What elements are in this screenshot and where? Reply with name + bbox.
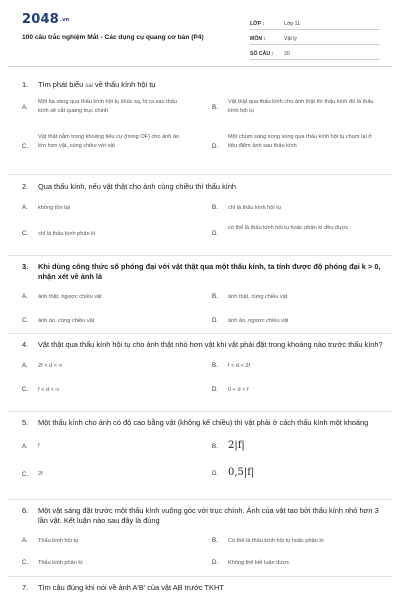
option-text: Vật thật nằm trong khoảng tiêu cự (trong OF) cho ảnh ảo lớn hơn vật, cùng chiều với vật (38, 133, 180, 149)
stem-text: về thấu kính hội tụ (95, 80, 156, 89)
option-text: Có thể là thấu kính hội tụ hoặc phân kì (228, 538, 324, 544)
question-divider (8, 411, 392, 412)
option-letter: A. (22, 537, 28, 544)
question-divider (8, 174, 392, 175)
header-divider (8, 66, 392, 67)
question-stem (22, 340, 386, 350)
stem-text: Qua thấu kính, nếu vật thật cho ảnh cùng chiều thì thấu kính (38, 182, 237, 191)
meta-value: Vật lý (284, 36, 297, 42)
option-letter: A. (22, 103, 28, 111)
option-letter: A. (22, 442, 28, 450)
options-grid (22, 287, 386, 327)
option-letter: B. (212, 442, 218, 450)
option-text: ảnh thật, cùng chiều vật (228, 294, 288, 300)
option-text: 0 < d < f (228, 386, 249, 393)
option-text: Một chùm sáng song song qua thấu kính hội tụ chụm lại ở tiêu điểm ảnh sau thấu kính (228, 133, 372, 149)
options-grid (22, 531, 386, 571)
question-number: 6. (22, 506, 29, 515)
option-letter: A. (22, 293, 28, 300)
option-letter: B. (212, 203, 218, 211)
option-letter: C. (22, 385, 29, 393)
option-text: chỉ là thấu kính hội tụ (228, 204, 281, 211)
option-letter: D. (212, 142, 219, 150)
question-divider (8, 576, 392, 577)
option-text: có thể là thấu kính hội tụ hoặc phân kì đều được (228, 224, 349, 231)
stem-text: Một vật sáng đặt trước một thấu kính vuông góc với trục chính. Ảnh của vật tạo bởi thấu kính nhỏ hơn 3 lần vật. Kết luận nào sau đây là đúng (38, 506, 379, 525)
meta-row-subject (250, 30, 380, 45)
stem-emphasis: sai (85, 83, 93, 89)
question-4 (22, 340, 386, 396)
option-text: không tồn tại (38, 204, 71, 211)
logo-main: 2048 (22, 12, 59, 27)
question-stem (22, 182, 386, 192)
option-letter: A. (22, 203, 28, 211)
option-text: Thấu kính hội tụ (38, 538, 79, 544)
meta-table (250, 15, 380, 60)
options-grid (22, 98, 386, 166)
question-7 (22, 583, 386, 593)
option-letter: D. (212, 229, 219, 237)
question-stem (22, 506, 386, 525)
option-letter: A. (22, 361, 28, 369)
logo-sub: .vn (59, 16, 70, 23)
question-number: 5. (22, 418, 29, 427)
site-logo[interactable] (22, 12, 69, 27)
option-letter: C. (22, 559, 29, 566)
meta-value: 20 (284, 51, 290, 57)
option-letter: B. (212, 293, 218, 300)
option-text: Vật thật qua thấu kính cho ảnh thật thì thấu kính đó là thấu kính hội tụ (228, 98, 374, 114)
stem-text: Khi dùng công thức số phóng đại với vật thật qua một thấu kính, ta tính được độ phóng đại k > 0, nhận xét về ảnh là (38, 262, 381, 281)
question-number: 2. (22, 182, 29, 191)
option-letter: D. (212, 385, 219, 393)
page-header (0, 0, 400, 66)
options-grid (22, 356, 386, 396)
question-2 (22, 182, 386, 248)
meta-label: LỚP : (250, 21, 265, 27)
option-text: Một tia sáng qua thấu kính hội tụ khúc xạ, ló ra sau thấu kính sẽ cắt quang trục chính (38, 98, 177, 114)
question-3 (22, 262, 386, 327)
option-letter: C. (22, 142, 29, 150)
option-letter: D. (212, 317, 219, 324)
option-text: 2f < d < ∞ (38, 362, 63, 369)
option-text: 2|f| (228, 439, 245, 451)
meta-row-class (250, 15, 380, 30)
question-divider (8, 255, 392, 256)
question-5 (22, 418, 386, 482)
option-text: 2f (38, 470, 43, 477)
option-text: ảnh ảo, ngược chiều vật (228, 318, 289, 324)
option-text: f < d < 2f (228, 362, 251, 369)
option-letter: C. (22, 317, 29, 324)
option-letter: C. (22, 470, 29, 478)
stem-text: Tìm câu đúng khi nói về ảnh A'B' của vật AB trước TKHT (38, 583, 224, 592)
option-letter: C. (22, 229, 29, 237)
option-text: f < d < ∞ (38, 386, 60, 393)
option-letter: D. (212, 469, 219, 477)
option-letter: B. (212, 537, 218, 544)
question-number: 7. (22, 583, 29, 592)
option-text: f (38, 442, 40, 449)
question-1 (22, 80, 386, 166)
option-text: ảnh thật, ngược chiều vật (38, 294, 102, 300)
question-stem (22, 262, 386, 281)
stem-text: Vật thật qua thấu kính hội tụ cho ảnh thật nhỏ hơn vật khi vật phải đặt trong khoảng nào trước thấu kính? (38, 340, 383, 349)
option-text: Thấu kính phân kì (38, 560, 83, 566)
question-divider (8, 333, 392, 334)
option-text: ảnh ảo, cùng chiều vật (38, 318, 95, 324)
question-stem (22, 80, 386, 92)
option-letter: D. (212, 559, 219, 566)
stem-text: Tìm phát biểu (38, 80, 84, 89)
option-text: Không thể kết luận được (228, 560, 290, 566)
question-number: 1. (22, 80, 29, 89)
option-text: chỉ là thấu kính phân kì (38, 230, 96, 237)
option-letter: B. (212, 103, 218, 111)
meta-label: SỐ CÂU : (250, 51, 274, 57)
meta-value: Lớp 11 (284, 21, 300, 27)
meta-label: MÔN : (250, 36, 266, 42)
document-title: 100 câu trắc nghiệm Mắt - Các dụng cụ quang cơ bản (P4) (22, 34, 204, 41)
stem-text: Một thấu kính cho ảnh có độ cao bằng vật (không kể chiều) thì vật phải ở cách thấu kính một khoảng (38, 418, 369, 427)
question-divider (8, 499, 392, 500)
question-6 (22, 506, 386, 571)
options-grid (22, 198, 386, 248)
option-text: 0,5|f| (228, 466, 255, 478)
question-stem (22, 418, 386, 428)
option-letter: B. (212, 361, 218, 369)
question-stem (22, 583, 386, 593)
question-number: 4. (22, 340, 29, 349)
meta-row-count (250, 45, 380, 60)
question-number: 3. (22, 262, 29, 271)
options-grid (22, 434, 386, 482)
